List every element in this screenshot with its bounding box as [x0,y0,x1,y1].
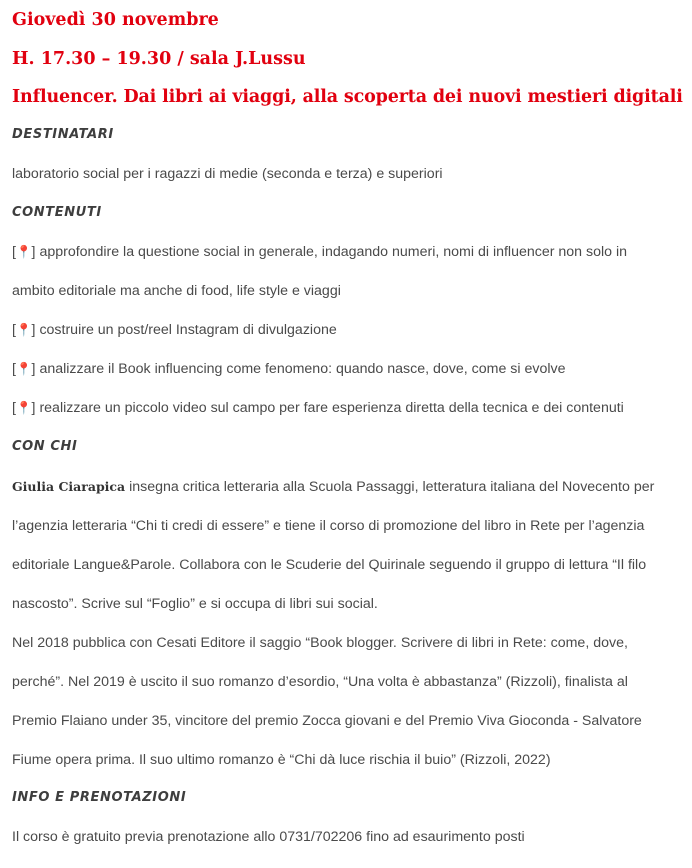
list-item [12,359,565,379]
round-pushpin-icon: 📍 [15,323,32,337]
bio-line: Premio Flaiano under 35, vincitore del premio Zocca giovani e del Premio Viva Gioconda - Salvatore [12,713,642,729]
bracket-open: [ [12,361,16,377]
list-item-text: approfondire la questione social in generale, indagando numeri, nomi di influencer non solo in [39,244,628,260]
section-label-info: INFO E PRENOTAZIONI [12,790,187,805]
bracket-close: ] [31,322,36,338]
round-pushpin-icon: 📍 [15,362,32,376]
event-date: Giovedì 30 novembre [12,10,219,30]
bracket-open: [ [12,400,16,416]
list-item-text: realizzare un piccolo video sul campo per fare esperienza diretta della tecnica e dei contenuti [39,400,624,416]
list-item-text: analizzare il Book influencing come fenomeno: quando nasce, dove, come si evolve [39,361,566,377]
list-item [12,320,337,340]
round-pushpin-icon: 📍 [15,245,32,259]
bio-line [12,477,654,497]
event-title: Influencer. Dai libri ai viaggi, alla scoperta dei nuovi mestieri digitali [12,87,683,107]
destinatari-text: laboratorio social per i ragazzi di medie (seconda e terza) e superiori [12,166,443,182]
bio-line: l’agenzia letteraria “Chi ti credi di essere” e tiene il corso di promozione del libro in Rete per l’agenzia [12,518,645,534]
bio-line: perché”. Nel 2019 è uscito il suo romanzo d’esordio, “Una volta è abbastanza” (Rizzoli), finalista al [12,674,628,690]
bio-line: nascosto”. Scrive sul “Foglio” e si occupa di libri sui social. [12,596,378,612]
list-item-continuation: ambito editoriale ma anche di food, life style e viaggi [12,283,341,299]
bracket-open: [ [12,244,16,260]
bio-line: editoriale Langue&Parole. Collabora con le Scuderie del Quirinale seguendo il gruppo di lettura “Il filo [12,557,647,573]
bracket-close: ] [31,400,36,416]
bio-line: Fiume opera prima. Il suo ultimo romanzo è “Chi dà luce rischia il buio” (Rizzoli, 2022) [12,752,551,768]
list-item-text: costruire un post/reel Instagram di divulgazione [39,322,337,338]
section-label-contenuti: CONTENUTI [12,205,102,220]
list-item [12,398,624,418]
bracket-close: ] [31,244,36,260]
bio-text: insegna critica letteraria alla Scuola Passaggi, letteratura italiana del Novecento per [125,479,655,495]
section-label-con-chi: CON CHI [12,439,78,454]
round-pushpin-icon: 📍 [15,401,32,415]
info-text: Il corso è gratuito previa prenotazione allo 0731/702206 fino ad esaurimento posti [12,829,525,845]
bio-line: Nel 2018 pubblica con Cesati Editore il saggio “Book blogger. Scrivere di libri in Rete: come, dove, [12,635,628,651]
speaker-name: Giulia Ciarapica [12,479,126,494]
bracket-close: ] [31,361,36,377]
section-label-destinatari: DESTINATARI [12,127,114,142]
list-item [12,242,627,262]
bracket-open: [ [12,322,16,338]
event-time-place: H. 17.30 – 19.30 / sala J.Lussu [12,49,306,69]
